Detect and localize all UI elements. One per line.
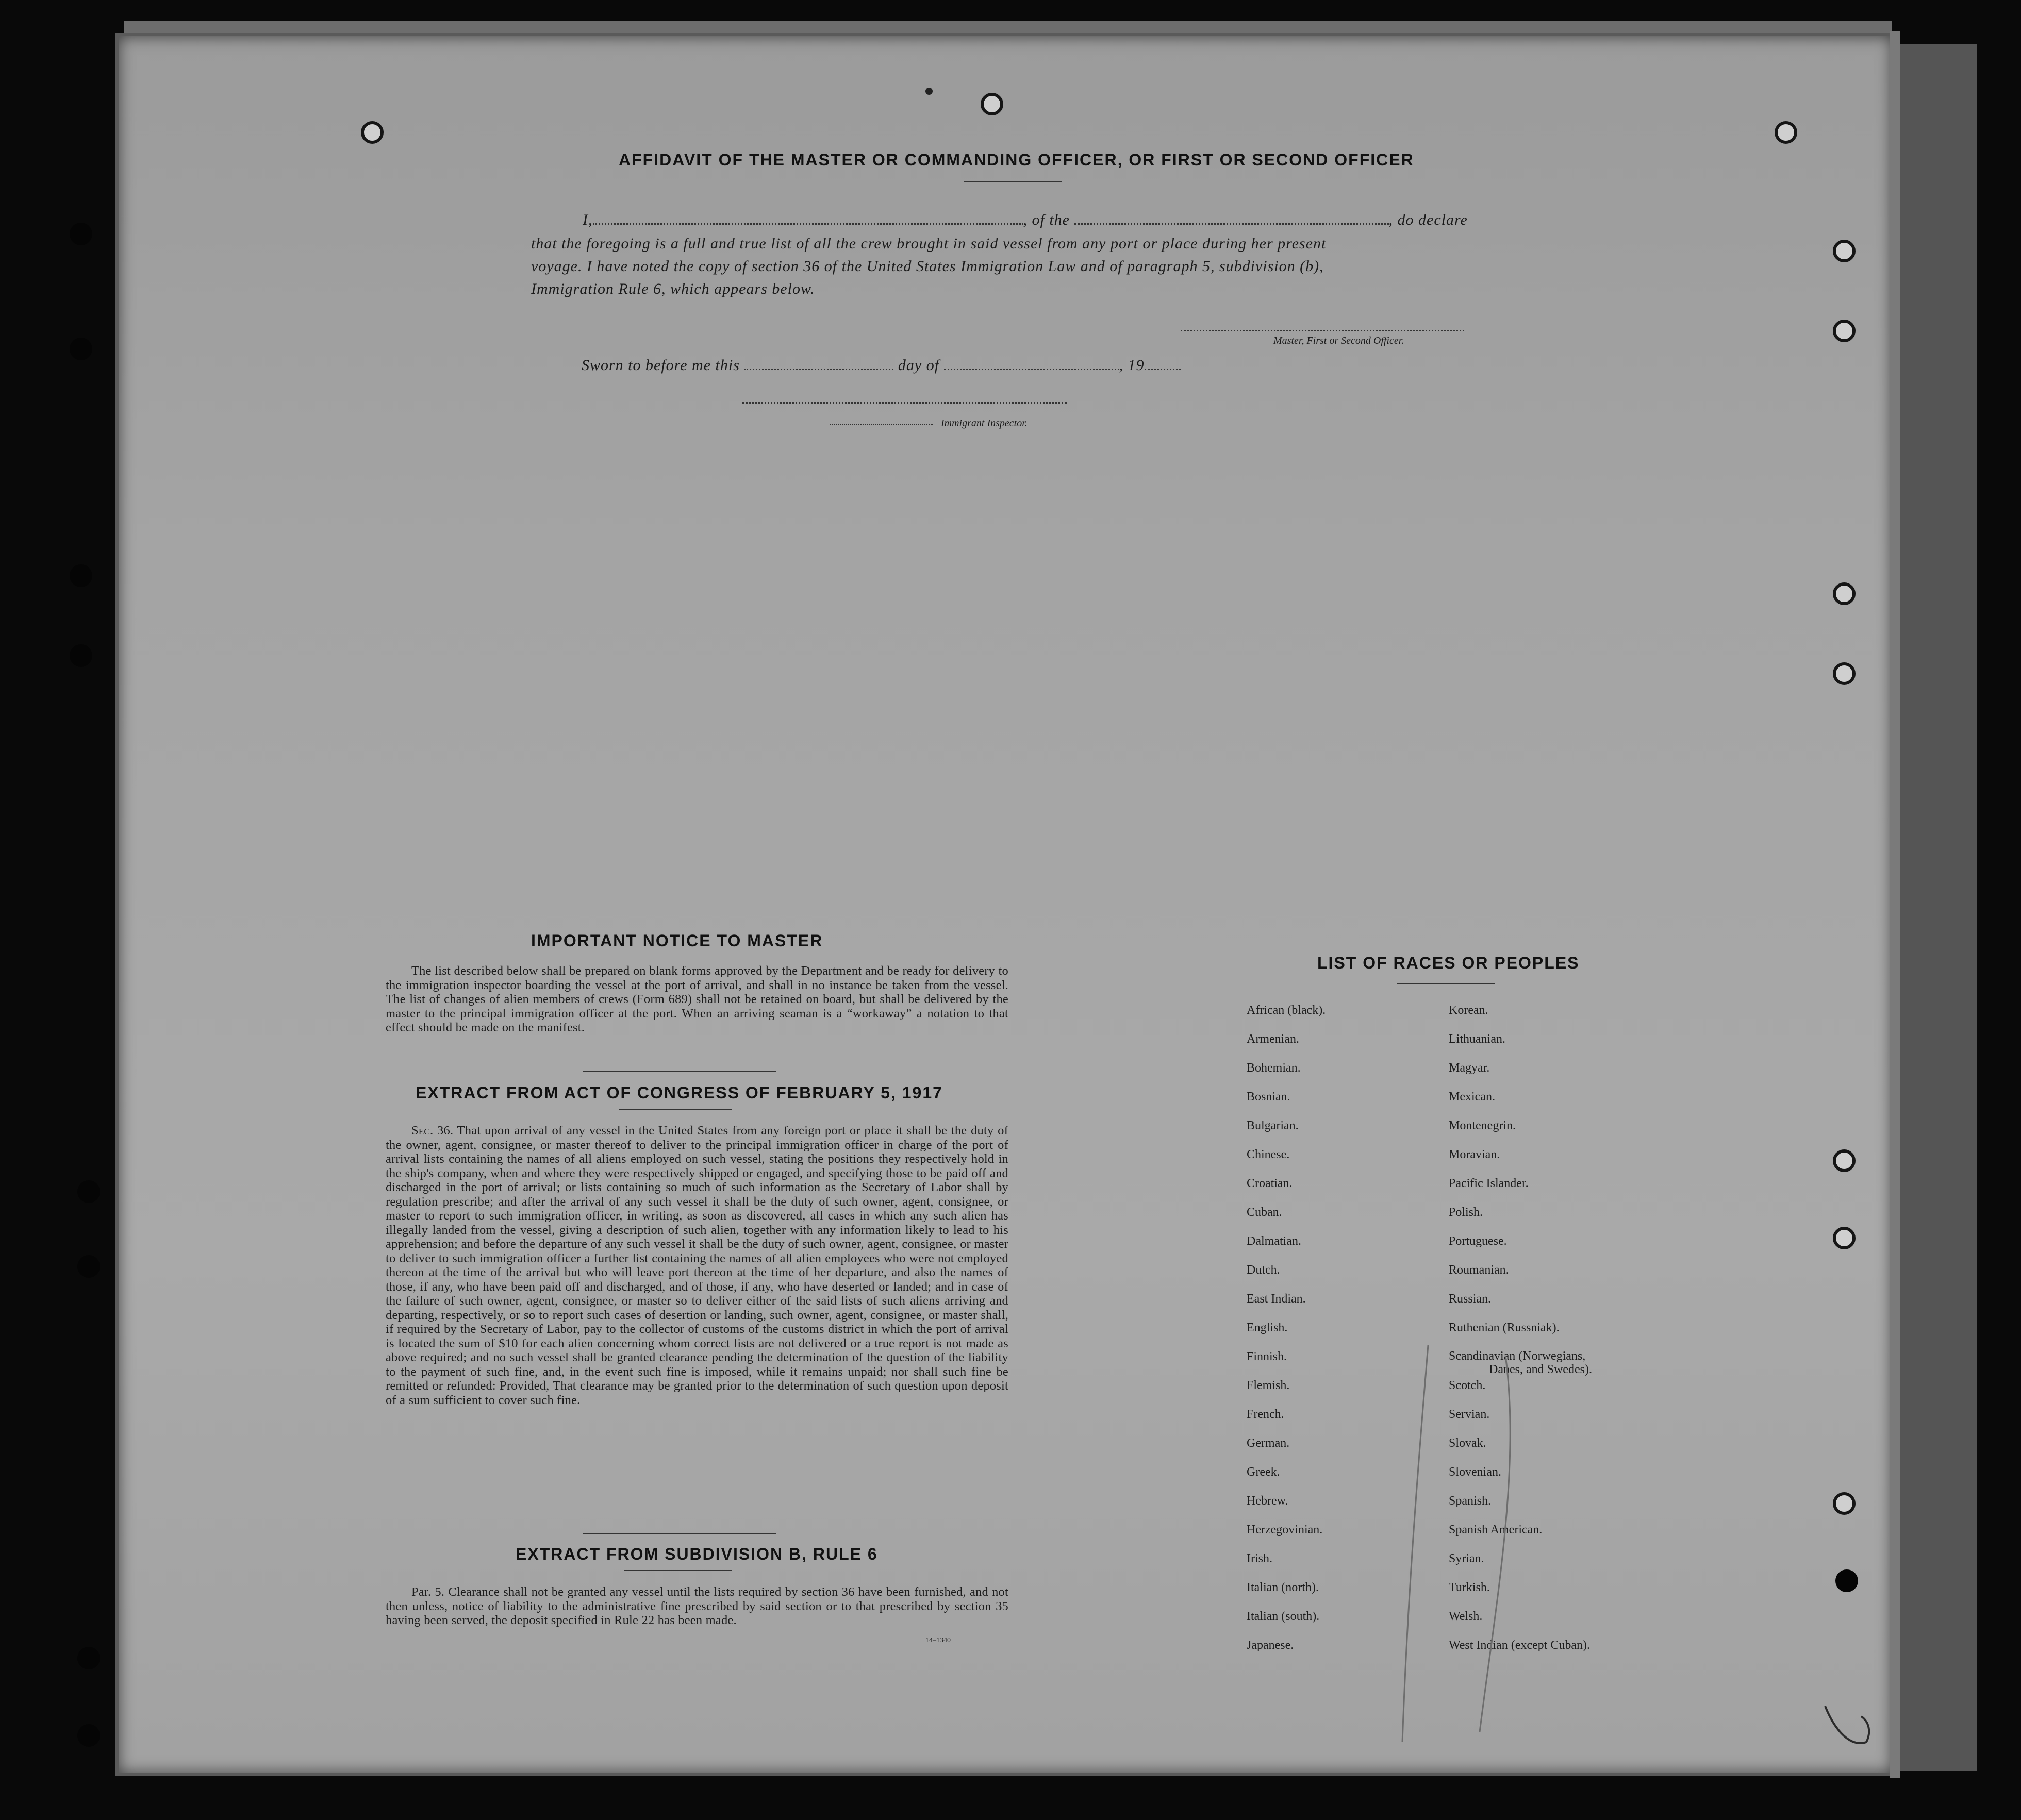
binder-hole (70, 223, 92, 245)
signature-blank (1181, 330, 1464, 331)
page-top-edge (124, 21, 1892, 36)
race-item: Danes, and Swedes). (1489, 1363, 1592, 1376)
inspector-leader (830, 424, 933, 425)
race-item: Montenegrin. (1449, 1119, 1516, 1132)
pencil-marks (1340, 1340, 1598, 1752)
notice-title: IMPORTANT NOTICE TO MASTER (531, 931, 823, 950)
race-item: Japanese. (1247, 1639, 1294, 1652)
month-blank (944, 369, 1119, 370)
race-item: Pacific Islander. (1449, 1177, 1529, 1190)
races-title: LIST OF RACES OR PEOPLES (1317, 954, 1580, 972)
race-item: Slovenian. (1449, 1465, 1501, 1479)
race-item: Bosnian. (1247, 1090, 1290, 1104)
affidavit-i: I, (583, 211, 593, 228)
ring-hole (1833, 582, 1856, 605)
page-right-edge (1890, 31, 1900, 1778)
ink-speck (925, 88, 933, 95)
race-item: Scandinavian (Norwegians, (1449, 1349, 1586, 1363)
ring-hole (1833, 320, 1856, 342)
day-blank (744, 369, 893, 370)
rule-title: EXTRACT FROM SUBDIVISION B, RULE 6 (516, 1545, 878, 1563)
race-item: Greek. (1247, 1465, 1280, 1479)
race-item: Dutch. (1247, 1263, 1280, 1277)
race-item: Ruthenian (Russniak). (1449, 1321, 1560, 1334)
rule-rule (624, 1570, 732, 1571)
ring-hole (361, 121, 384, 144)
rule-paragraph: Par. 5. Clearance shall not be granted any vessel until the lists required by section 36 have been furnished, and not then unless, notice of liability to the administrative fine prescribed by said section or to that prescribed by section 35 having been served, the deposit specified in Rule 22 has been made. (386, 1585, 1008, 1627)
race-item: Flemish. (1247, 1379, 1290, 1392)
binder-hole (77, 1724, 100, 1747)
race-item: West Indian (except Cuban). (1449, 1639, 1590, 1652)
act-paragraph-text: That upon arrival of any vessel in the United States from any foreign port or place it shall be the duty of the owner, agent, consignee, or master thereof to deliver to the principal immigration officer in charge of the port of arrival lists containing the names of all aliens employed on such vessel, stating the positions they respectively hold in the ship's company, when and where they were respectively shipped or engaged, and specifying those to be paid off and discharged in the port of arrival; or lists containing so much of such information as the Secretary of Labor shall by regulation prescribe; and after the arrival of any such vessel it shall be the duty of such owner, agent, consignee, or master to report to such immigration officer, in writing, as soon as discovered, all cases in which any such alien has illegally landed from the vessel, giving a description of such alien, together with any information likely to lead to his apprehension; and before the departure of any such vessel it shall be the duty of such owner, agent, consignee, or master to deliver to such immigration officer a further list containing the names of all alien employees who were not employed thereon at the time of the arrival but who will leave port thereon at the time of her departure, and also the names of those, if any, who have been paid off and discharged, and of those, if any, who have deserted or landed; and in case of the failure of such owner, agent, consignee, or master so to deliver either of the said lists of such aliens arriving and departing, respectively, or so to report such cases of desertion or landing, such owner, agent, consignee, or master shall, if required by the Secretary of Labor, pay to the collector of customs of the customs district in which the port of arrival is located the sum of $10 for each alien concerning whom correct lists are not delivered or a true report is not made as above required; and no such vessel shall be granted clearance pending the determination of the question of the liability to the payment of such fine, and, in the event such fine is imposed, while it remains unpaid; nor shall such fine be remitted or refunded: Provided, That clearance may be granted prior to the determination of such question upon deposit of a sum sufficient to cover such fine. (386, 1124, 1008, 1407)
ring-hole (1833, 1149, 1856, 1172)
race-item: Hebrew. (1247, 1494, 1288, 1508)
races-left-column (1247, 1003, 1326, 1667)
race-item: Slovak. (1449, 1437, 1486, 1450)
race-item: German. (1247, 1437, 1290, 1450)
inspector-signature-blank (742, 402, 1067, 404)
act-rule (619, 1109, 732, 1110)
race-item: Irish. (1247, 1552, 1272, 1565)
affidavit-line-4: Immigration Rule 6, which appears below. (531, 280, 815, 297)
race-item: Korean. (1449, 1004, 1488, 1017)
race-item: Spanish. (1449, 1494, 1492, 1508)
act-section-label: Sec. 36. (411, 1124, 454, 1138)
sworn-line (582, 357, 1181, 374)
race-item: Roumanian. (1449, 1263, 1509, 1277)
race-item: Finnish. (1247, 1350, 1287, 1363)
binder-hole (70, 564, 92, 587)
inspector-caption: Immigrant Inspector. (941, 418, 1028, 429)
binder-hole (70, 644, 92, 667)
race-item: Spanish American. (1449, 1523, 1543, 1537)
year-blank (1145, 369, 1181, 370)
race-item: Turkish. (1449, 1581, 1490, 1594)
race-item: Portuguese. (1449, 1234, 1507, 1248)
affidavit-line-2: that the foregoing is a full and true list of all the crew brought in said vessel from any port or place during her present (531, 235, 1327, 252)
act-paragraph (386, 1124, 1008, 1407)
pencil-stroke (1825, 1706, 1869, 1743)
ring-hole (1775, 121, 1797, 144)
race-item: Armenian. (1247, 1032, 1299, 1046)
race-item: English. (1247, 1321, 1288, 1334)
race-item: Dalmatian. (1247, 1234, 1301, 1248)
race-item: Chinese. (1247, 1148, 1290, 1161)
binder-hole (77, 1255, 100, 1278)
race-item: East Indian. (1247, 1292, 1306, 1306)
pencil-stroke (1480, 1356, 1510, 1732)
pencil-stroke (1402, 1345, 1428, 1742)
binder-hole (70, 338, 92, 360)
affidavit-of-the: , of the (1023, 211, 1070, 228)
races-rule (1397, 983, 1495, 984)
pencil-mark-corner (1820, 1701, 1882, 1763)
sworn-year: , 19 (1119, 357, 1145, 374)
race-item: Italian (north). (1247, 1581, 1319, 1594)
act-title: EXTRACT FROM ACT OF CONGRESS OF FEBRUARY 5, 1917 (416, 1083, 943, 1102)
race-item: Magyar. (1449, 1061, 1490, 1075)
race-item: Welsh. (1449, 1610, 1483, 1623)
affidavit-line-1 (583, 211, 1468, 229)
race-item: Herzegovinian. (1247, 1523, 1323, 1537)
race-item: Italian (south). (1247, 1610, 1320, 1623)
race-item: French. (1247, 1408, 1284, 1421)
race-item: Bohemian. (1247, 1061, 1301, 1075)
binder-hole (1835, 1569, 1858, 1592)
race-item: Bulgarian. (1247, 1119, 1299, 1132)
race-item: Polish. (1449, 1206, 1483, 1219)
vessel-blank (1074, 223, 1389, 225)
race-item: Moravian. (1449, 1148, 1500, 1161)
race-item: Lithuanian. (1449, 1032, 1505, 1046)
notice-paragraph: The list described below shall be prepared on blank forms approved by the Department and be ready for delivery to the immigration inspector boarding the vessel at the port of arrival, and shall in no instance be taken from the vessel. The list of changes of alien members of crews (Form 689) shall not be retained on board, but shall be delivered by the master to the principal immigration officer at the port. When an arriving seaman is a “workaway” a notation to that effect should be made on the manifest. (386, 964, 1008, 1034)
form-number: 14–1340 (925, 1637, 951, 1644)
name-blank (593, 223, 1023, 225)
title-rule (964, 181, 1062, 182)
ring-hole (1833, 240, 1856, 262)
race-item: Servian. (1449, 1408, 1490, 1421)
affidavit-line-3: voyage. I have noted the copy of section 36 of the United States Immigration Law and of paragraph 5, subdivision (b), (531, 258, 1324, 275)
affidavit-do-declare: , do declare (1388, 211, 1468, 228)
race-item: Scotch. (1449, 1379, 1486, 1392)
back-sheet-edge (1900, 44, 1977, 1771)
race-item: Syrian. (1449, 1552, 1484, 1565)
signature-caption: Master, First or Second Officer. (1273, 335, 1404, 346)
affidavit-title: AFFIDAVIT OF THE MASTER OR COMMANDING OFFICER, OR FIRST OR SECOND OFFICER (619, 151, 1414, 169)
ring-hole (981, 93, 1003, 115)
ring-hole (1833, 1492, 1856, 1515)
ring-hole (1833, 662, 1856, 685)
sworn-prefix: Sworn to before me this (582, 357, 740, 374)
race-item: Croatian. (1247, 1177, 1293, 1190)
race-item: Cuban. (1247, 1206, 1282, 1219)
race-item: Russian. (1449, 1292, 1492, 1306)
race-item: African (black). (1247, 1004, 1326, 1017)
divider-rule (583, 1071, 776, 1072)
document-page (119, 36, 1892, 1773)
race-item: Mexican. (1449, 1090, 1495, 1104)
binder-hole (77, 1647, 100, 1669)
divider-rule (583, 1533, 776, 1534)
ring-hole (1833, 1227, 1856, 1249)
sworn-day-of: day of (898, 357, 940, 374)
binder-hole (77, 1180, 100, 1203)
